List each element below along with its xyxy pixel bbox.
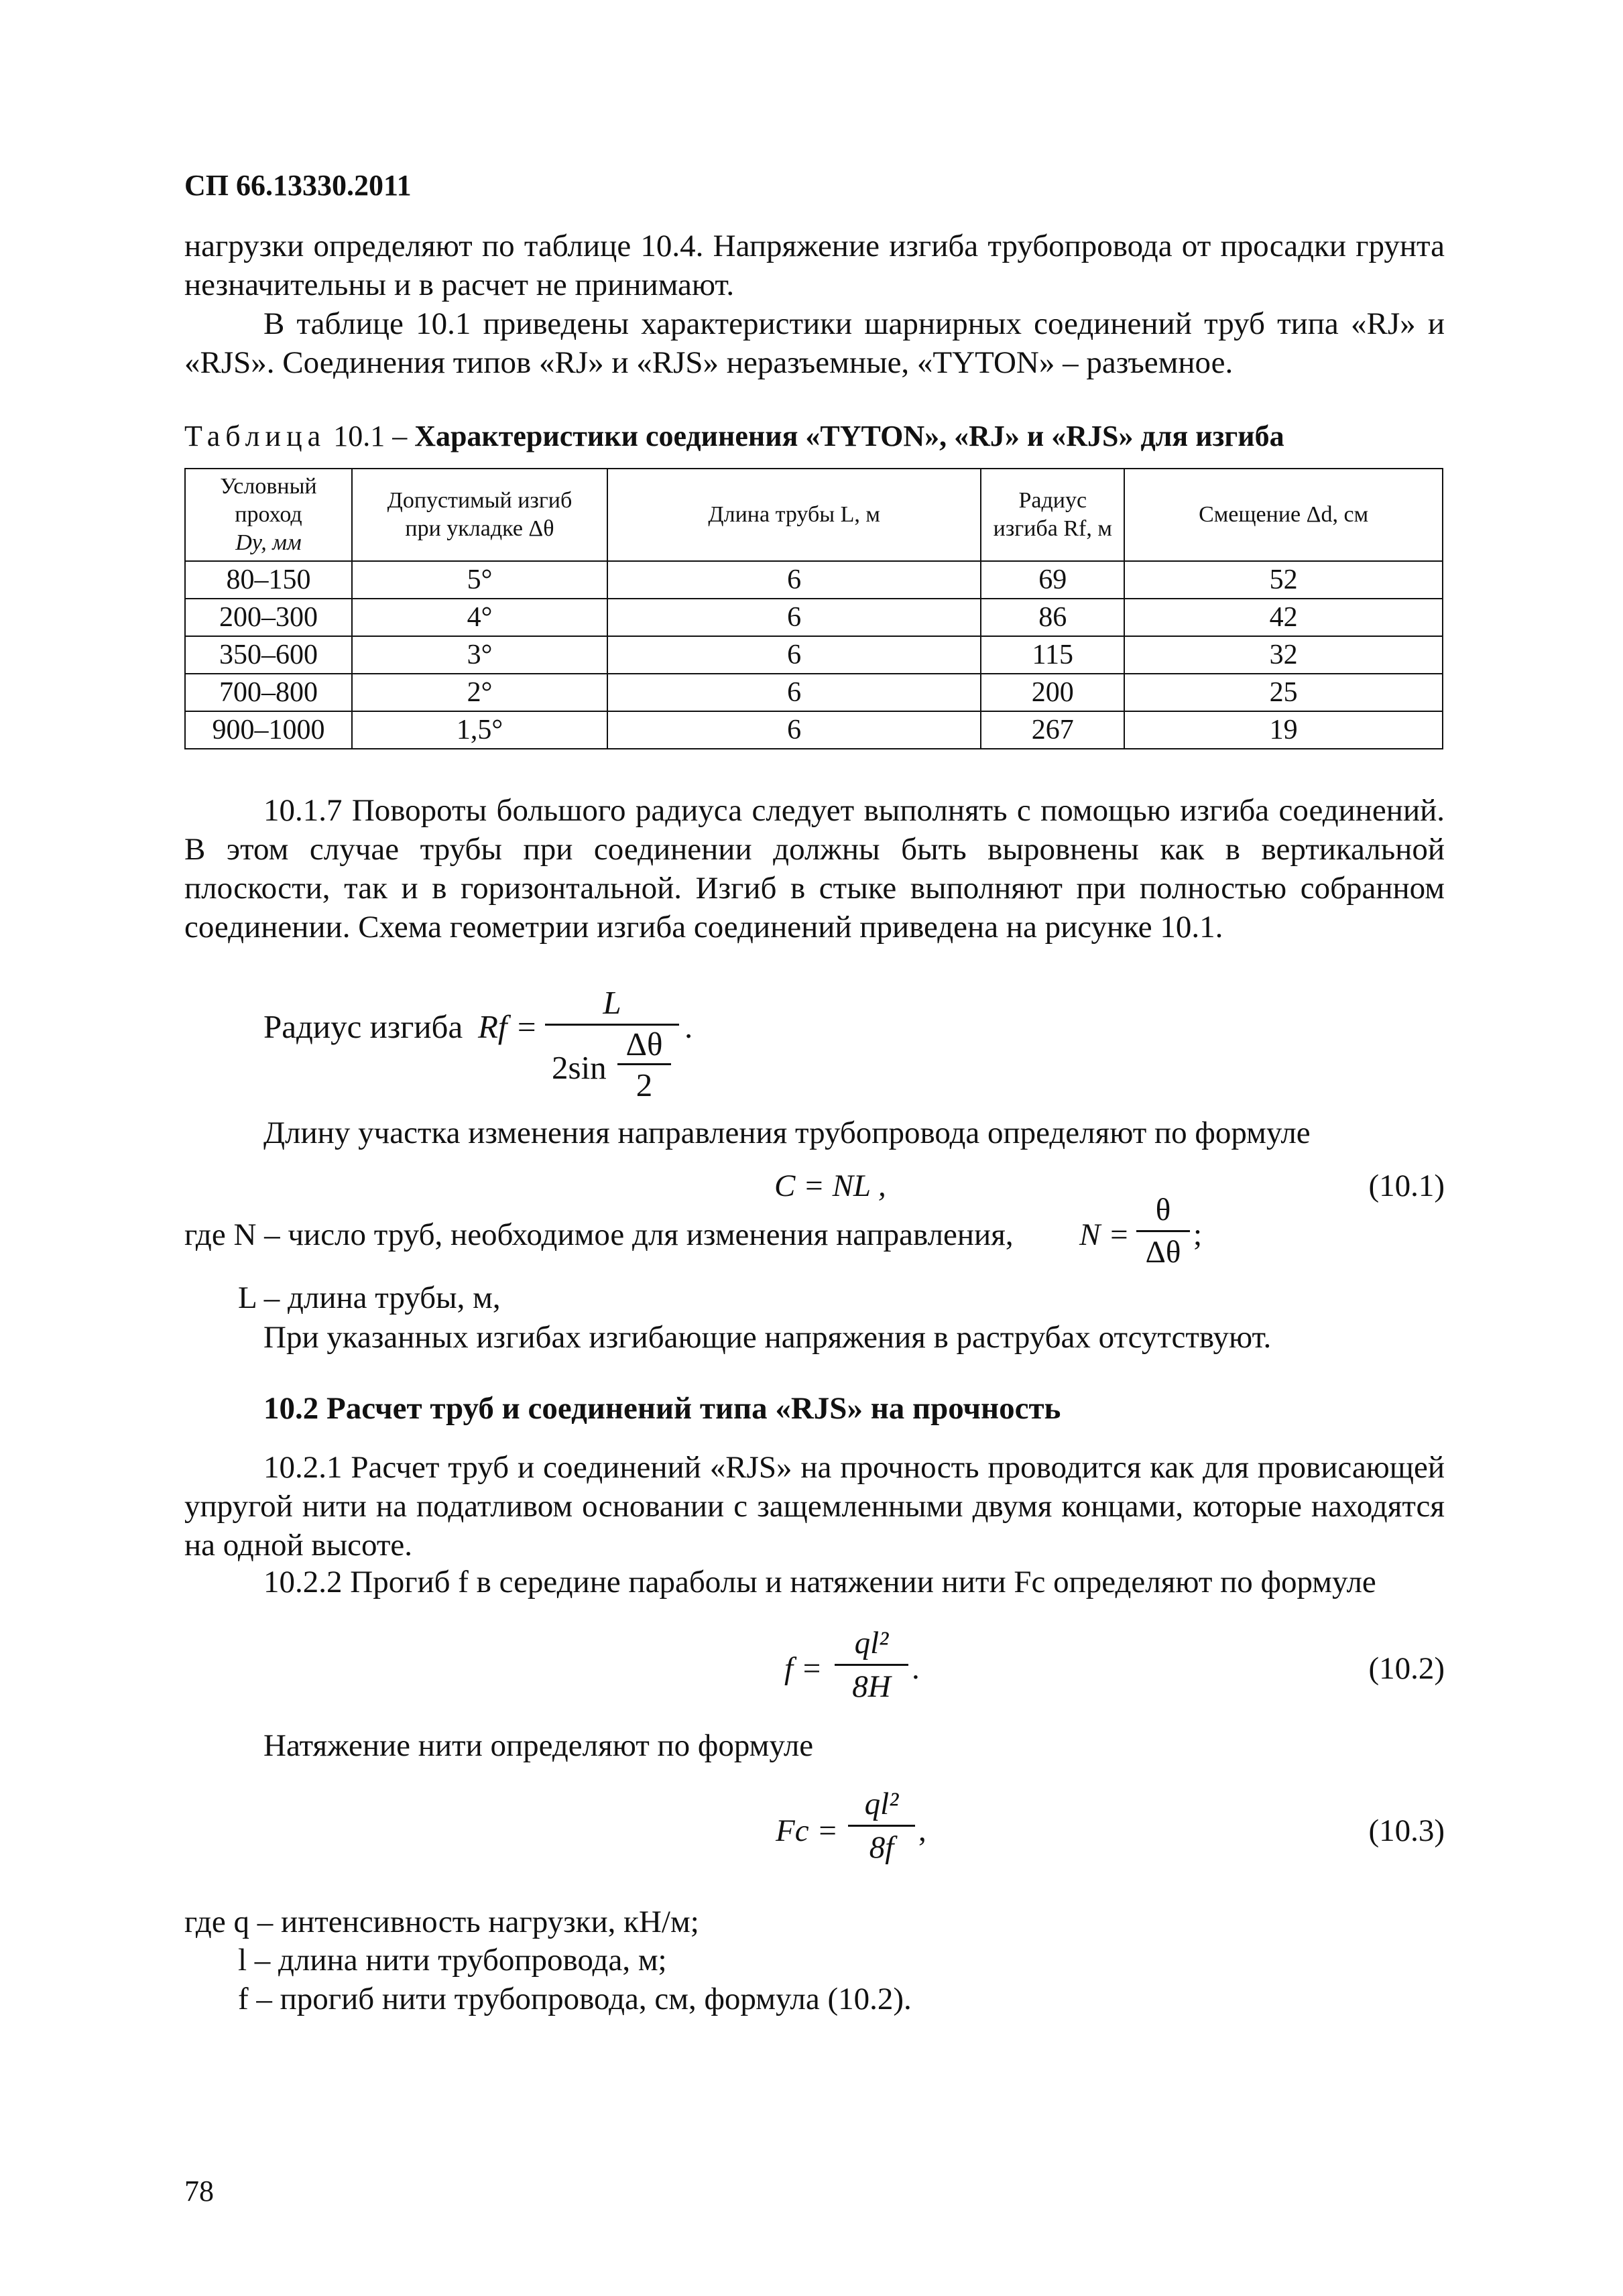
header-bend-radius: Радиус изгиба Rf, м [981, 469, 1124, 561]
table-cell: 350–600 [185, 636, 352, 674]
table-cell: 6 [607, 674, 981, 711]
header-allowed-bend: Допустимый изгиб при укладке Δθ [352, 469, 607, 561]
equation-10-2-line: f = ql² 8H . (10.2) [184, 1622, 1445, 1709]
table-cell: 115 [981, 636, 1124, 674]
table-row [185, 674, 1443, 711]
radius-numerator: L [545, 982, 679, 1026]
equation-10-1: C = NL , [774, 1168, 886, 1203]
page-number: 78 [184, 2175, 214, 2208]
radius-label: Радиус изгиба [263, 1008, 463, 1045]
table-cell: 32 [1124, 636, 1443, 674]
table-cell: 6 [607, 636, 981, 674]
q-definition: где q – интенсивность нагрузки, кН/м; [184, 1905, 699, 1939]
intro-paragraph-2: В таблице 10.1 приведены характеристики шарнирных соединений труб типа «RJ» и «RJS». Соединения типов «RJ» и «RJS» неразъемные, «TYTON» – разъемное. [184, 306, 1445, 380]
header-pipe-length: Длина трубы L, м [607, 469, 981, 561]
table-cell: 52 [1124, 561, 1443, 599]
table-cell: 6 [607, 711, 981, 749]
N-fraction: θ Δθ [1136, 1190, 1190, 1272]
section-10-2-1-paragraph: 10.2.1 Расчет труб и соединений «RJS» на прочность проводится как для провисающей упругой нити на податливом основании с защемленными двумя концами, которые находятся на одной высоте. [184, 1450, 1445, 1563]
header-nominal-bore: Условный проход Dу, мм [185, 469, 352, 561]
table-row [185, 599, 1443, 636]
equation-10-3-number: (10.3) [1368, 1813, 1445, 1848]
table-cell: 700–800 [185, 674, 352, 711]
equation-10-2-fraction: ql² 8H [835, 1622, 908, 1707]
header-offset: Смещение Δd, см [1124, 469, 1443, 561]
equation-10-1-number: (10.1) [1368, 1168, 1445, 1203]
table-caption-dash: – [392, 420, 408, 452]
tension-text: Натяжение нити определяют по формуле [263, 1728, 814, 1763]
table-cell: 267 [981, 711, 1124, 749]
table-row [185, 636, 1443, 674]
table-cell: 5° [352, 561, 607, 599]
table-caption-prefix: Таблица [184, 420, 326, 452]
table-cell: 25 [1124, 674, 1443, 711]
radius-half-angle: Δθ 2 [617, 1026, 671, 1105]
document-code: СП 66.13330.2011 [184, 169, 412, 202]
equation-10-3-line: Fc = ql² 8f , (10.3) [184, 1783, 1445, 1870]
section-10-1-7-paragraph: 10.1.7 Повороты большого радиуса следует выполнять с помощью изгиба соединений. В этом случае трубы при соединении должны быть выровнены как в вертикальной плоскости, так и в горизонтальной. Изгиб в стыке выполняют при полностью собранном соединении. Схема геометрии изгиба соединений приведена на рисунке 10.1. [184, 793, 1445, 945]
table-header-row [185, 469, 1443, 561]
table-cell: 80–150 [185, 561, 352, 599]
table-cell: 86 [981, 599, 1124, 636]
table-cell: 19 [1124, 711, 1443, 749]
table-caption-number: 10.1 [333, 420, 385, 452]
equation-10-2-number: (10.2) [1368, 1651, 1445, 1686]
equation-10-3-fraction: ql² 8f [848, 1783, 915, 1868]
radius-lhs: Rf = [478, 1008, 538, 1045]
table-cell: 1,5° [352, 711, 607, 749]
L-definition: L – длина трубы, м, [238, 1280, 501, 1315]
radius-formula: Радиус изгиба Rf = L 2sin Δθ 2 . [263, 982, 934, 1116]
N-definition: где N – число труб, необходимое для изменения направления, [184, 1217, 1014, 1252]
radius-fraction [545, 982, 679, 1113]
table-cell: 4° [352, 599, 607, 636]
table-cell: 6 [607, 599, 981, 636]
where-N-line: где N – число труб, необходимое для изменения направления, N = θ Δθ ; [184, 1190, 1445, 1277]
length-text: Длину участка изменения направления трубопровода определяют по формуле [263, 1115, 1311, 1150]
table-row [185, 711, 1443, 749]
f-definition: f – прогиб нити трубопровода, см, формула (10.2). [238, 1982, 912, 2016]
section-10-2-2-paragraph: 10.2.2 Прогиб f в середине параболы и натяжении нити Fc определяют по формуле [263, 1565, 1376, 1599]
table-cell: 2° [352, 674, 607, 711]
table-cell: 42 [1124, 599, 1443, 636]
table-cell: 900–1000 [185, 711, 352, 749]
radius-denominator: 2sin Δθ 2 [545, 1026, 679, 1113]
table-cell: 200–300 [185, 599, 352, 636]
table-cell: 200 [981, 674, 1124, 711]
table-cell: 6 [607, 561, 981, 599]
stress-note: При указанных изгибах изгибающие напряжения в раструбах отсутствуют. [263, 1320, 1272, 1355]
intro-paragraph-1: нагрузки определяют по таблице 10.4. Напряжение изгиба трубопровода от просадки грунта незначительны и в расчет не принимают. [184, 229, 1445, 302]
section-10-2-title: 10.2 Расчет труб и соединений типа «RJS» на прочность [263, 1391, 1061, 1426]
table-cell: 3° [352, 636, 607, 674]
l-definition: l – длина нити трубопровода, м; [238, 1943, 667, 1978]
table-row [185, 561, 1443, 599]
table-cell: 69 [981, 561, 1124, 599]
joint-characteristics-table [184, 468, 1443, 749]
table-caption-title: Характеристики соединения «TYTON», «RJ» и «RJS» для изгиба [414, 420, 1284, 452]
table-caption [184, 417, 1284, 456]
